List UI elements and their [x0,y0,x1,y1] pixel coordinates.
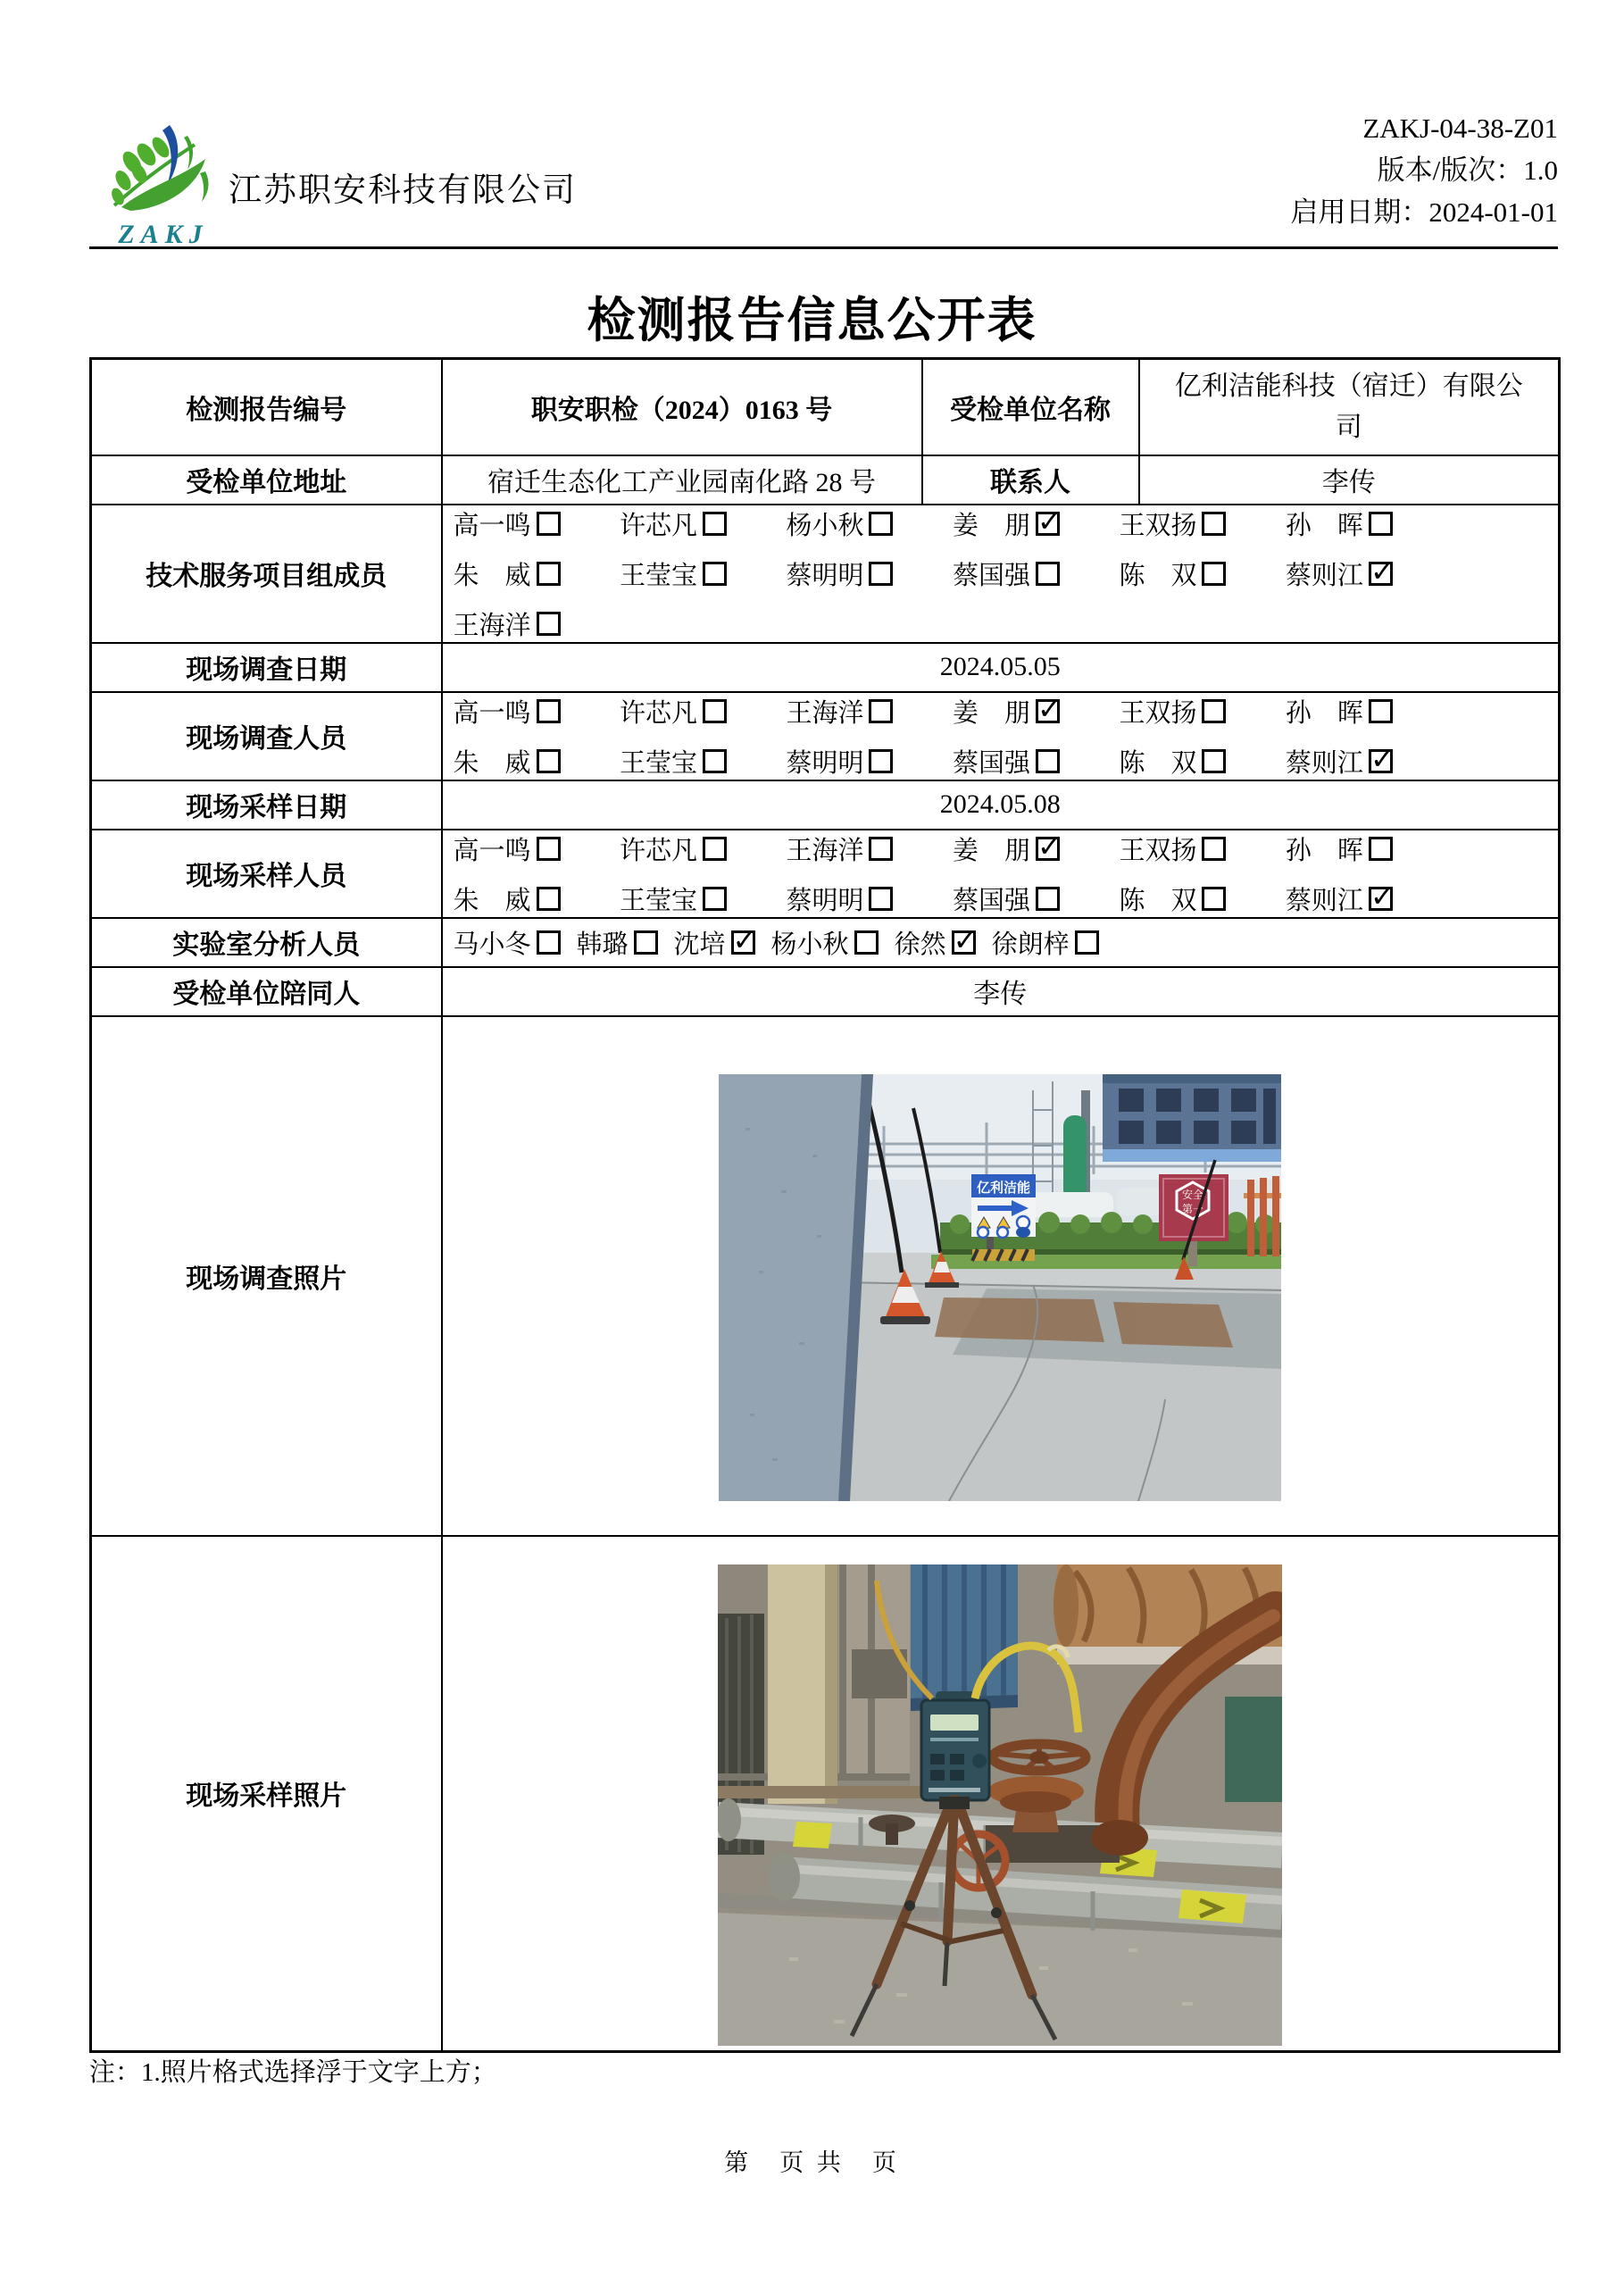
member-checkbox [537,612,561,636]
member-name: 杨小秋 [786,511,864,540]
member-name: 王莹宝 [619,886,697,915]
member-item [674,924,755,961]
footnote: 注：1.照片格式选择浮于文字上方； [89,2058,497,2087]
member-name: 杨小秋 [770,930,849,959]
member-item [786,830,893,867]
member-name: 沈培 [673,930,726,959]
member-checkbox [1369,837,1393,861]
member-name: 王双扬 [1119,836,1197,865]
member-item [454,605,561,642]
member-checkbox [537,699,561,723]
company-logo-icon [105,116,221,221]
member-item [1119,880,1226,917]
member-name: 王海洋 [786,698,864,728]
member-item [895,924,976,961]
member-item [620,693,727,730]
member-checkbox [703,699,727,723]
member-item [786,880,893,917]
doc-start-date: 启用日期：2024-01-01 [1290,196,1558,228]
member-item [620,830,727,867]
red-sign-text-line1: 安全 [1182,1189,1204,1201]
member-checkbox [1369,562,1393,586]
member-item [577,924,658,961]
member-name: 孙 晖 [1285,511,1363,540]
member-name: 许芯凡 [619,511,697,540]
row-lab-staff [91,918,1560,967]
member-item [454,924,561,961]
company-name: 江苏职安科技有限公司 [229,172,577,209]
page-number-footer: 第 页 共 页 [724,2149,900,2176]
member-item [1286,880,1393,917]
member-name: 王莹宝 [619,561,697,590]
member-item [1119,830,1226,867]
member-name: 王双扬 [1119,698,1197,728]
member-item [771,924,879,961]
member-checkbox [1036,512,1060,536]
member-item [786,743,893,780]
member-checkbox [869,837,893,861]
member-item [992,924,1099,961]
member-item [1119,743,1226,780]
lab-staff-members [442,918,1560,967]
member-name: 陈 双 [1119,886,1197,915]
member-name: 许芯凡 [619,836,697,865]
member-name: 许芯凡 [619,698,697,728]
sampler-instrument [921,1691,989,1800]
member-checkbox [703,887,727,911]
member-name: 蔡国强 [952,886,1030,915]
member-checkbox [1036,887,1060,911]
member-item [953,505,1060,542]
member-name: 蔡明明 [786,886,864,915]
member-name: 徐然 [894,930,946,959]
member-item [454,693,561,730]
row-escort [91,967,1560,1016]
member-checkbox [1036,562,1060,586]
document-meta [1290,107,1558,233]
member-checkbox [537,562,561,586]
contact-label: 联系人 [922,455,1139,505]
member-item [620,555,727,592]
member-checkbox [1036,699,1060,723]
member-name: 韩璐 [576,930,629,959]
report-no-label: 检测报告编号 [91,359,442,455]
member-item [786,693,893,730]
org-name-value: 亿利洁能科技（宿迁）有限公司 [1139,359,1560,455]
member-checkbox [1202,887,1226,911]
survey-staff-label: 现场调查人员 [91,692,442,780]
survey-site-photo [719,1074,1281,1501]
member-item [454,555,561,592]
member-name: 陈 双 [1119,561,1197,590]
member-checkbox [1036,837,1060,861]
member-checkbox [537,512,561,536]
report-no-value: 职安职检（2024）0163 号 [442,359,922,455]
survey-date-label: 现场调查日期 [91,643,442,692]
doc-code: ZAKJ-04-38-Z01 [1362,113,1558,144]
member-name: 孙 晖 [1285,836,1363,865]
member-item [953,880,1060,917]
member-name: 蔡明明 [786,748,864,778]
member-checkbox [869,512,893,536]
member-name: 高一鸣 [453,511,531,540]
member-name: 马小冬 [453,930,531,959]
org-addr-label: 受检单位地址 [91,455,442,505]
sampling-staff-members [442,830,1560,918]
member-checkbox [703,749,727,773]
member-item [1119,693,1226,730]
member-checkbox [537,930,561,955]
member-item [953,693,1060,730]
member-item [1286,830,1393,867]
member-item [953,830,1060,867]
member-item [953,555,1060,592]
logo-wordmark: ZAKJ [118,220,209,249]
survey-photo-cell [442,1016,1560,1536]
member-checkbox [1202,749,1226,773]
member-name: 王海洋 [453,611,531,640]
member-item [1286,505,1393,542]
member-checkbox [703,837,727,861]
member-name: 蔡则江 [1285,886,1363,915]
member-name: 姜 朋 [952,698,1030,728]
member-item [786,505,893,542]
member-item [1286,743,1393,780]
member-checkbox [1369,699,1393,723]
member-checkbox [854,930,879,955]
member-name: 王双扬 [1119,511,1197,540]
member-checkbox [703,562,727,586]
member-checkbox [1202,512,1226,536]
sampling-photo-label: 现场采样照片 [91,1536,442,2052]
org-addr-value: 宿迁生态化工产业园南化路 28 号 [442,455,922,505]
direction-sign-text: 亿利洁能 [977,1181,1031,1196]
member-item [786,555,893,592]
header-divider [89,246,1558,249]
page-title: 检测报告信息公开表 [587,294,1037,347]
row-org-address [91,455,1560,505]
row-survey-staff [91,692,1560,780]
org-name-label: 受检单位名称 [922,359,1139,455]
member-name: 蔡明明 [786,561,864,590]
member-name: 朱 威 [453,886,531,915]
lab-staff-label: 实验室分析人员 [91,918,442,967]
escort-label: 受检单位陪同人 [91,967,442,1016]
row-sampling-photo [91,1536,1560,2052]
member-item [620,880,727,917]
member-item [454,505,561,542]
member-checkbox [537,837,561,861]
member-name: 高一鸣 [453,836,531,865]
member-checkbox [869,887,893,911]
row-tech-team [91,505,1560,643]
sampling-date-value: 2024.05.08 [442,780,1560,830]
survey-photo-label: 现场调查照片 [91,1016,442,1536]
survey-date-value: 2024.05.05 [442,643,1560,692]
member-item [1119,505,1226,542]
member-item [620,743,727,780]
member-item [1286,555,1393,592]
contact-value: 李传 [1139,455,1560,505]
member-item [454,743,561,780]
member-name: 徐朗梓 [991,930,1070,959]
row-report-no [91,359,1560,455]
red-sign-text-line2: 第一 [1182,1203,1204,1215]
member-checkbox [1202,562,1226,586]
row-sampling-staff [91,830,1560,918]
member-name: 高一鸣 [453,698,531,728]
member-checkbox [1075,930,1099,955]
row-survey-date [91,643,1560,692]
member-checkbox [634,930,658,955]
member-checkbox [1202,699,1226,723]
member-item [1119,555,1226,592]
member-checkbox [952,930,976,955]
report-info-table [89,357,1561,2053]
member-item [1286,693,1393,730]
sampling-staff-label: 现场采样人员 [91,830,442,918]
sampling-date-label: 现场采样日期 [91,780,442,830]
row-survey-photo [91,1016,1560,1536]
member-name: 朱 威 [453,561,531,590]
member-checkbox [869,749,893,773]
member-checkbox [869,699,893,723]
member-checkbox [537,887,561,911]
sampling-site-photo [718,1564,1282,2046]
member-checkbox [1202,837,1226,861]
escort-value: 李传 [442,967,1560,1016]
member-name: 姜 朋 [952,511,1030,540]
member-name: 朱 威 [453,748,531,778]
member-name: 蔡国强 [952,561,1030,590]
member-name: 蔡则江 [1285,561,1363,590]
member-item [620,505,727,542]
member-checkbox [537,749,561,773]
member-checkbox [731,930,755,955]
member-name: 孙 晖 [1285,698,1363,728]
member-name: 蔡国强 [952,748,1030,778]
row-sampling-date [91,780,1560,830]
member-name: 王莹宝 [619,748,697,778]
member-name: 陈 双 [1119,748,1197,778]
member-checkbox [869,562,893,586]
member-checkbox [1369,887,1393,911]
orange-fence [1244,1176,1281,1256]
sampling-photo-cell [442,1536,1560,2052]
member-name: 蔡则江 [1285,748,1363,778]
member-item [454,830,561,867]
survey-staff-members [442,692,1560,780]
member-checkbox [703,512,727,536]
member-checkbox [1369,749,1393,773]
member-name: 姜 朋 [952,836,1030,865]
member-name: 王海洋 [786,836,864,865]
tech-team-members [442,505,1560,643]
member-item [454,880,561,917]
tech-team-label: 技术服务项目组成员 [91,505,442,643]
member-checkbox [1369,512,1393,536]
doc-version: 版本/版次：1.0 [1377,154,1558,186]
member-item [953,743,1060,780]
member-checkbox [1036,749,1060,773]
